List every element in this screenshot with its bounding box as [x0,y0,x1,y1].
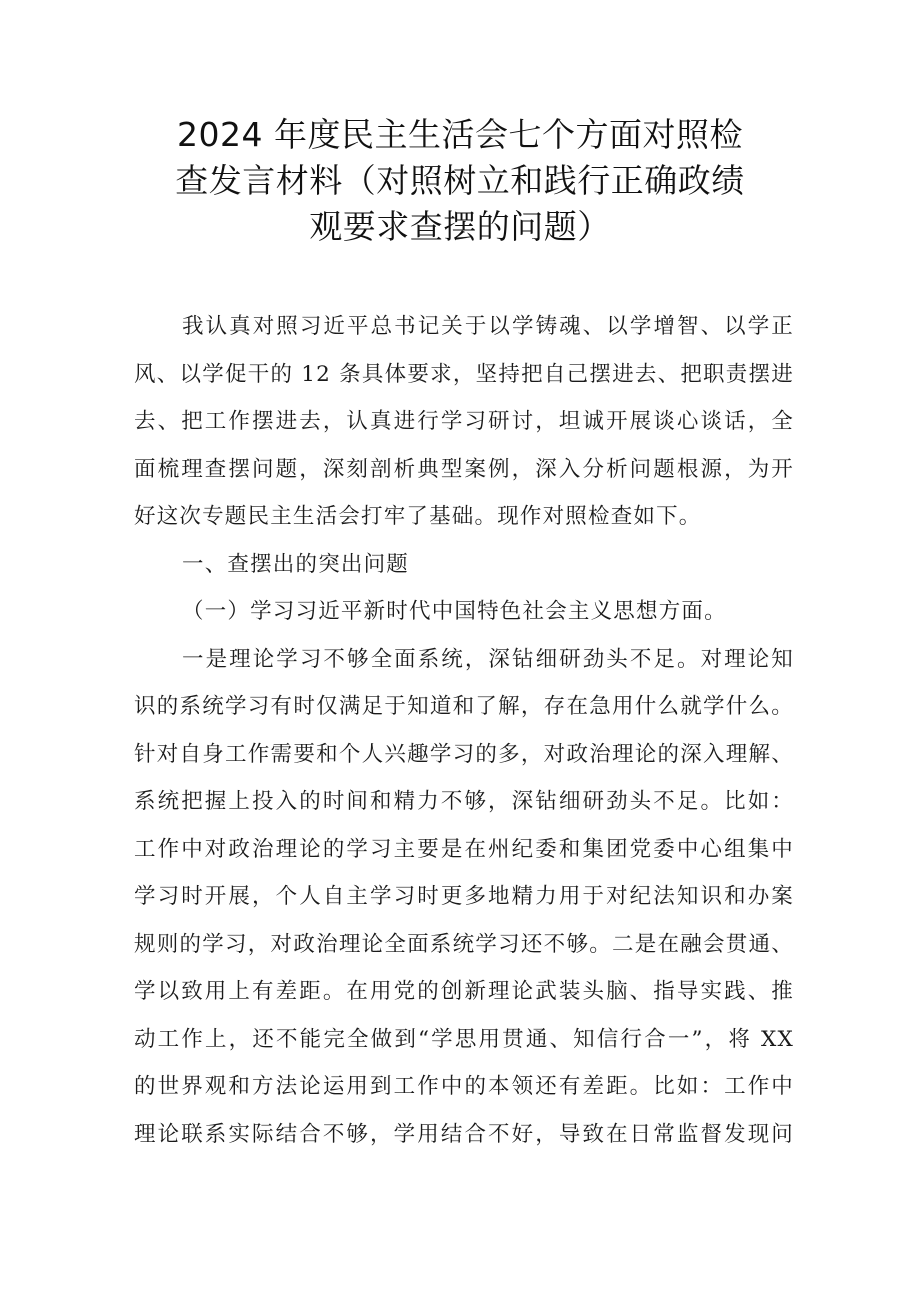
paragraph-line: 风、以学促干的 12 条具体要求，坚持把自己摆进去、把职责摆进 [134,361,794,387]
paragraph-line: 针对自身工作需要和个人兴趣学习的多，对政治理论的深入理解、 [134,741,794,767]
paragraph-line: 学习时开展，个人自主学习时更多地精力用于对纪法知识和办案 [134,884,794,909]
document-title [120,112,800,250]
paragraph-line: 的世界观和方法论运用到工作中的本领还有差距。比如：工作中 [134,1074,794,1099]
paragraph-line: 一是理论学习不够全面系统，深钻细研劲头不足。对理论知 [182,646,794,672]
section-heading: 一、查摆出的突出问题 [182,551,410,577]
paragraph-line: 规则的学习，对政治理论全面系统学习还不够。二是在融会贯通、 [134,931,794,957]
paragraph-line: 学以致用上有差距。在用党的创新理论武装头脑、指导实践、推 [134,979,794,1004]
paragraph-line: 去、把工作摆进去，认真进行学习研讨，坦诚开展谈心谈话，全 [134,409,794,434]
paragraph-line: 理论联系实际结合不够，学用结合不好，导致在日常监督发现问 [134,1121,794,1147]
subsection-heading: （一）学习习近平新时代中国特色社会主义思想方面。 [182,599,727,624]
document-body [134,303,794,1158]
paragraph-line: 我认真对照习近平总书记关于以学铸魂、以学增智、以学正 [182,314,794,339]
paragraph-line: 工作中对政治理论的学习主要是在州纪委和集团党委中心组集中 [134,836,794,862]
paragraph-line: 动工作上，还不能完全做到“学思用贯通、知信行合一”，将 XX [134,1026,794,1052]
title-line: 查发言材料（对照树立和践行正确政绩 [175,161,745,200]
paragraph-line: 好这次专题民主生活会打牢了基础。现作对照检查如下。 [134,504,702,529]
paragraph-line: 识的系统学习有时仅满足于知道和了解，存在急用什么就学什么。 [134,694,794,719]
title-line: 观要求查摆的问题） [309,207,611,246]
paragraph-line: 面梳理查摆问题，深刻剖析典型案例，深入分析问题根源，为开 [134,456,794,482]
title-line: 2024 年度民主生活会七个方面对照检 [177,115,743,154]
paragraph-line: 系统把握上投入的时间和精力不够，深钻细研劲头不足。比如： [134,789,794,814]
